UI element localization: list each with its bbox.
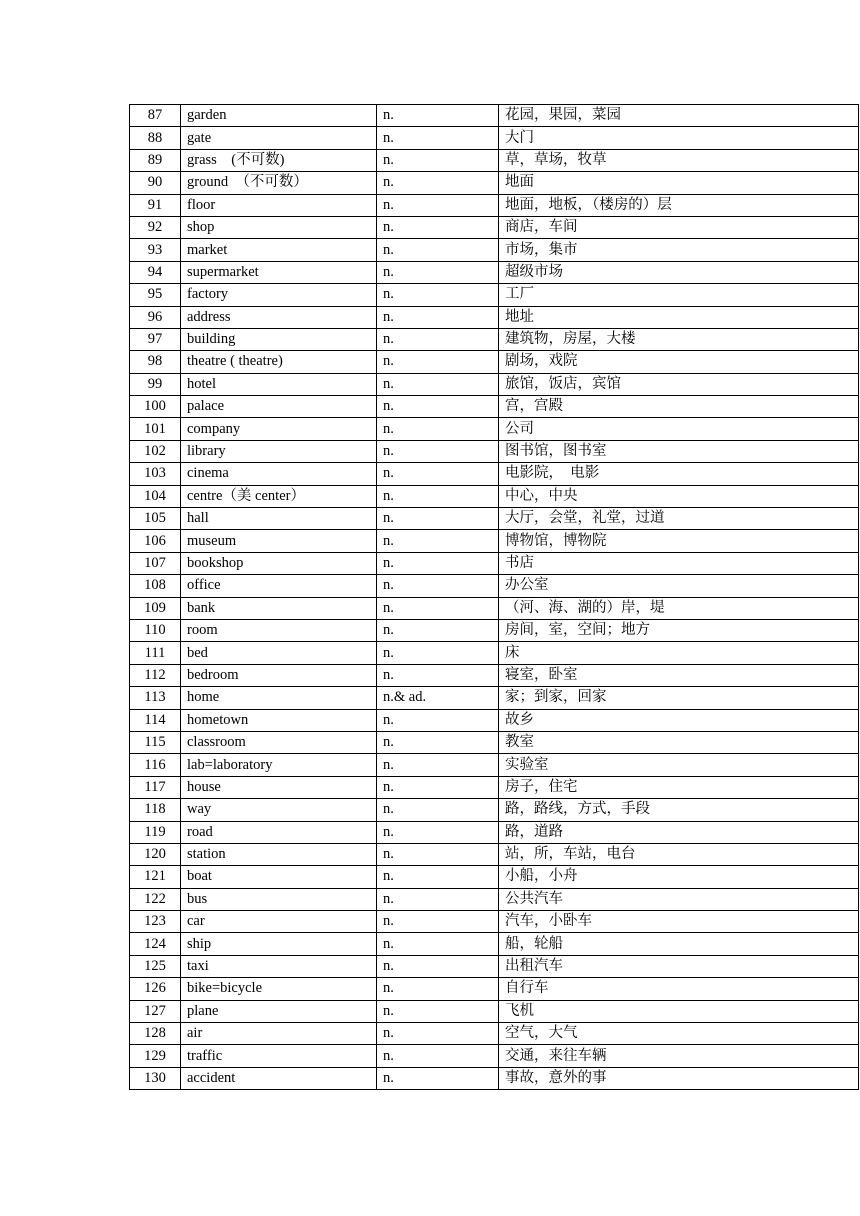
part-of-speech-cell: n.	[377, 866, 499, 888]
meaning-cell: 小船，小舟	[499, 866, 859, 888]
table-row	[130, 440, 859, 462]
table-row	[130, 127, 859, 149]
part-of-speech-cell: n.	[377, 575, 499, 597]
table-row	[130, 955, 859, 977]
meaning-cell: 地面，地板，（楼房的）层	[499, 194, 859, 216]
row-number-cell: 103	[130, 463, 181, 485]
part-of-speech-cell: n.	[377, 978, 499, 1000]
word-cell: library	[181, 440, 377, 462]
meaning-cell: 房子，住宅	[499, 776, 859, 798]
table-row	[130, 306, 859, 328]
part-of-speech-cell: n.	[377, 664, 499, 686]
meaning-cell: 船，轮船	[499, 933, 859, 955]
vocabulary-table-body	[130, 105, 859, 1090]
table-row	[130, 978, 859, 1000]
row-number-cell: 119	[130, 821, 181, 843]
meaning-cell: 站，所，车站，电台	[499, 843, 859, 865]
word-cell: boat	[181, 866, 377, 888]
row-number-cell: 120	[130, 843, 181, 865]
meaning-cell: 床	[499, 642, 859, 664]
part-of-speech-cell: n.	[377, 306, 499, 328]
row-number-cell: 124	[130, 933, 181, 955]
row-number-cell: 93	[130, 239, 181, 261]
row-number-cell: 95	[130, 284, 181, 306]
row-number-cell: 96	[130, 306, 181, 328]
table-row	[130, 776, 859, 798]
part-of-speech-cell: n.	[377, 440, 499, 462]
word-cell: hotel	[181, 373, 377, 395]
table-row	[130, 597, 859, 619]
part-of-speech-cell: n.	[377, 396, 499, 418]
part-of-speech-cell: n.	[377, 597, 499, 619]
part-of-speech-cell: n.	[377, 351, 499, 373]
word-cell: station	[181, 843, 377, 865]
word-cell: accident	[181, 1067, 377, 1089]
row-number-cell: 108	[130, 575, 181, 597]
part-of-speech-cell: n.	[377, 172, 499, 194]
part-of-speech-cell: n.	[377, 284, 499, 306]
meaning-cell: 中心，中央	[499, 485, 859, 507]
word-cell: company	[181, 418, 377, 440]
part-of-speech-cell: n.	[377, 1023, 499, 1045]
meaning-cell: 寝室，卧室	[499, 664, 859, 686]
table-row	[130, 799, 859, 821]
part-of-speech-cell: n.	[377, 821, 499, 843]
table-row	[130, 194, 859, 216]
row-number-cell: 94	[130, 261, 181, 283]
table-row	[130, 105, 859, 127]
row-number-cell: 115	[130, 731, 181, 753]
row-number-cell: 98	[130, 351, 181, 373]
meaning-cell: 书店	[499, 552, 859, 574]
meaning-cell: 大门	[499, 127, 859, 149]
table-row	[130, 1000, 859, 1022]
table-row	[130, 843, 859, 865]
meaning-cell: 图书馆，图书室	[499, 440, 859, 462]
meaning-cell: 路，路线，方式，手段	[499, 799, 859, 821]
word-cell: garden	[181, 105, 377, 127]
word-cell: traffic	[181, 1045, 377, 1067]
part-of-speech-cell: n.	[377, 1067, 499, 1089]
word-cell: address	[181, 306, 377, 328]
table-row	[130, 687, 859, 709]
word-cell: bike=bicycle	[181, 978, 377, 1000]
table-row	[130, 149, 859, 171]
word-cell: supermarket	[181, 261, 377, 283]
word-cell: ship	[181, 933, 377, 955]
word-cell: hall	[181, 508, 377, 530]
part-of-speech-cell: n.	[377, 955, 499, 977]
part-of-speech-cell: n.	[377, 239, 499, 261]
part-of-speech-cell: n.	[377, 933, 499, 955]
table-row	[130, 575, 859, 597]
row-number-cell: 122	[130, 888, 181, 910]
meaning-cell: 交通，来往车辆	[499, 1045, 859, 1067]
word-cell: lab=laboratory	[181, 754, 377, 776]
meaning-cell: 事故，意外的事	[499, 1067, 859, 1089]
meaning-cell: 教室	[499, 731, 859, 753]
meaning-cell: 超级市场	[499, 261, 859, 283]
table-row	[130, 552, 859, 574]
table-row	[130, 328, 859, 350]
word-cell: hometown	[181, 709, 377, 731]
meaning-cell: 大厅，会堂，礼堂，过道	[499, 508, 859, 530]
part-of-speech-cell: n.	[377, 463, 499, 485]
row-number-cell: 91	[130, 194, 181, 216]
word-cell: classroom	[181, 731, 377, 753]
word-cell: palace	[181, 396, 377, 418]
table-row	[130, 709, 859, 731]
meaning-cell: 工厂	[499, 284, 859, 306]
part-of-speech-cell: n.	[377, 776, 499, 798]
part-of-speech-cell: n.	[377, 1045, 499, 1067]
meaning-cell: 汽车，小卧车	[499, 911, 859, 933]
word-cell: cinema	[181, 463, 377, 485]
part-of-speech-cell: n.	[377, 530, 499, 552]
table-row	[130, 239, 859, 261]
meaning-cell: 路，道路	[499, 821, 859, 843]
row-number-cell: 107	[130, 552, 181, 574]
word-cell: shop	[181, 216, 377, 238]
word-cell: air	[181, 1023, 377, 1045]
row-number-cell: 97	[130, 328, 181, 350]
table-row	[130, 508, 859, 530]
word-cell: centre（美 center）	[181, 485, 377, 507]
table-row	[130, 821, 859, 843]
table-row	[130, 485, 859, 507]
row-number-cell: 126	[130, 978, 181, 1000]
table-row	[130, 1067, 859, 1089]
meaning-cell: 飞机	[499, 1000, 859, 1022]
word-cell: way	[181, 799, 377, 821]
meaning-cell: 剧场，戏院	[499, 351, 859, 373]
table-row	[130, 888, 859, 910]
table-row	[130, 373, 859, 395]
word-cell: bookshop	[181, 552, 377, 574]
row-number-cell: 104	[130, 485, 181, 507]
meaning-cell: 故乡	[499, 709, 859, 731]
row-number-cell: 111	[130, 642, 181, 664]
table-row	[130, 418, 859, 440]
word-cell: building	[181, 328, 377, 350]
table-row	[130, 619, 859, 641]
table-row	[130, 933, 859, 955]
row-number-cell: 102	[130, 440, 181, 462]
part-of-speech-cell: n.	[377, 843, 499, 865]
meaning-cell: 地面	[499, 172, 859, 194]
row-number-cell: 109	[130, 597, 181, 619]
word-cell: bus	[181, 888, 377, 910]
word-cell: room	[181, 619, 377, 641]
meaning-cell: 公共汽车	[499, 888, 859, 910]
row-number-cell: 123	[130, 911, 181, 933]
part-of-speech-cell: n.	[377, 731, 499, 753]
meaning-cell: 草，草场，牧草	[499, 149, 859, 171]
word-cell: plane	[181, 1000, 377, 1022]
part-of-speech-cell: n.	[377, 194, 499, 216]
meaning-cell: 电影院， 电影	[499, 463, 859, 485]
row-number-cell: 90	[130, 172, 181, 194]
meaning-cell: （河、海、湖的）岸，堤	[499, 597, 859, 619]
meaning-cell: 商店，车间	[499, 216, 859, 238]
word-cell: museum	[181, 530, 377, 552]
table-row	[130, 530, 859, 552]
part-of-speech-cell: n.	[377, 216, 499, 238]
table-row	[130, 284, 859, 306]
row-number-cell: 129	[130, 1045, 181, 1067]
meaning-cell: 旅馆，饭店，宾馆	[499, 373, 859, 395]
row-number-cell: 92	[130, 216, 181, 238]
word-cell: car	[181, 911, 377, 933]
meaning-cell: 空气，大气	[499, 1023, 859, 1045]
meaning-cell: 房间，室，空间；地方	[499, 619, 859, 641]
word-cell: home	[181, 687, 377, 709]
row-number-cell: 125	[130, 955, 181, 977]
word-cell: bank	[181, 597, 377, 619]
table-row	[130, 216, 859, 238]
meaning-cell: 花园，果园，菜园	[499, 105, 859, 127]
word-cell: floor	[181, 194, 377, 216]
row-number-cell: 89	[130, 149, 181, 171]
row-number-cell: 106	[130, 530, 181, 552]
row-number-cell: 100	[130, 396, 181, 418]
row-number-cell: 88	[130, 127, 181, 149]
part-of-speech-cell: n.	[377, 328, 499, 350]
table-row	[130, 911, 859, 933]
meaning-cell: 市场，集市	[499, 239, 859, 261]
table-row	[130, 261, 859, 283]
row-number-cell: 117	[130, 776, 181, 798]
row-number-cell: 118	[130, 799, 181, 821]
table-row	[130, 463, 859, 485]
table-row	[130, 1023, 859, 1045]
row-number-cell: 87	[130, 105, 181, 127]
row-number-cell: 128	[130, 1023, 181, 1045]
word-cell: ground （不可数）	[181, 172, 377, 194]
part-of-speech-cell: n.	[377, 373, 499, 395]
part-of-speech-cell: n.	[377, 127, 499, 149]
table-row	[130, 664, 859, 686]
table-row	[130, 642, 859, 664]
part-of-speech-cell: n.	[377, 619, 499, 641]
part-of-speech-cell: n.	[377, 799, 499, 821]
row-number-cell: 127	[130, 1000, 181, 1022]
row-number-cell: 105	[130, 508, 181, 530]
meaning-cell: 家；到家，回家	[499, 687, 859, 709]
row-number-cell: 99	[130, 373, 181, 395]
word-cell: bed	[181, 642, 377, 664]
table-row	[130, 1045, 859, 1067]
meaning-cell: 建筑物，房屋，大楼	[499, 328, 859, 350]
word-cell: market	[181, 239, 377, 261]
meaning-cell: 地址	[499, 306, 859, 328]
table-row	[130, 172, 859, 194]
meaning-cell: 办公室	[499, 575, 859, 597]
word-cell: factory	[181, 284, 377, 306]
row-number-cell: 116	[130, 754, 181, 776]
table-row	[130, 351, 859, 373]
word-cell: gate	[181, 127, 377, 149]
part-of-speech-cell: n.	[377, 642, 499, 664]
table-row	[130, 731, 859, 753]
meaning-cell: 自行车	[499, 978, 859, 1000]
part-of-speech-cell: n.	[377, 552, 499, 574]
row-number-cell: 130	[130, 1067, 181, 1089]
row-number-cell: 112	[130, 664, 181, 686]
meaning-cell: 实验室	[499, 754, 859, 776]
vocabulary-table	[129, 104, 859, 1090]
part-of-speech-cell: n.	[377, 754, 499, 776]
word-cell: taxi	[181, 955, 377, 977]
part-of-speech-cell: n.	[377, 888, 499, 910]
part-of-speech-cell: n.	[377, 911, 499, 933]
part-of-speech-cell: n.	[377, 1000, 499, 1022]
word-cell: road	[181, 821, 377, 843]
table-row	[130, 396, 859, 418]
part-of-speech-cell: n.	[377, 261, 499, 283]
meaning-cell: 博物馆，博物院	[499, 530, 859, 552]
table-row	[130, 866, 859, 888]
part-of-speech-cell: n.& ad.	[377, 687, 499, 709]
meaning-cell: 公司	[499, 418, 859, 440]
word-cell: bedroom	[181, 664, 377, 686]
part-of-speech-cell: n.	[377, 149, 499, 171]
meaning-cell: 出租汽车	[499, 955, 859, 977]
part-of-speech-cell: n.	[377, 508, 499, 530]
word-cell: office	[181, 575, 377, 597]
row-number-cell: 113	[130, 687, 181, 709]
row-number-cell: 114	[130, 709, 181, 731]
part-of-speech-cell: n.	[377, 105, 499, 127]
part-of-speech-cell: n.	[377, 418, 499, 440]
table-row	[130, 754, 859, 776]
part-of-speech-cell: n.	[377, 485, 499, 507]
row-number-cell: 101	[130, 418, 181, 440]
word-cell: house	[181, 776, 377, 798]
word-cell: grass (不可数)	[181, 149, 377, 171]
part-of-speech-cell: n.	[377, 709, 499, 731]
row-number-cell: 110	[130, 619, 181, 641]
meaning-cell: 宫，宫殿	[499, 396, 859, 418]
row-number-cell: 121	[130, 866, 181, 888]
word-cell: theatre ( theatre)	[181, 351, 377, 373]
